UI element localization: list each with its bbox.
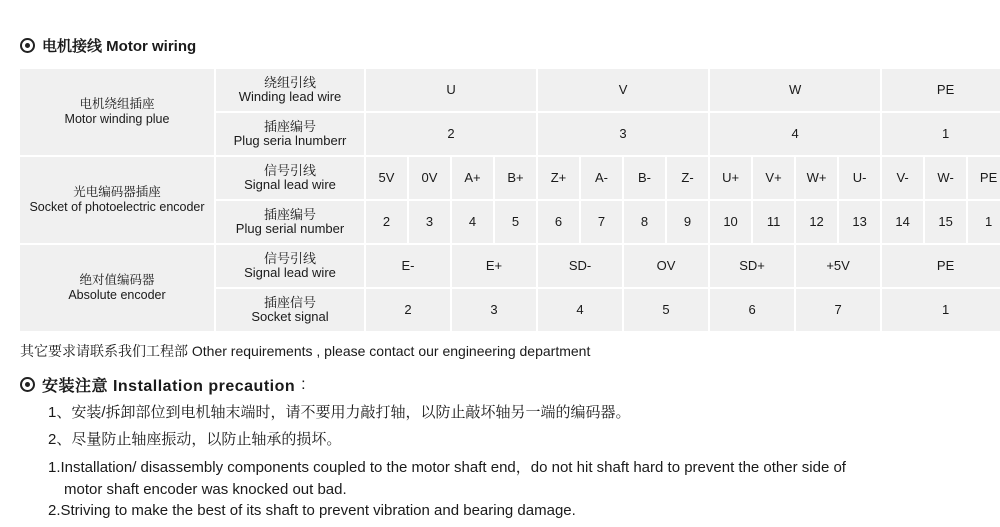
table-cell: W <box>710 69 880 111</box>
table-cell: A- <box>581 157 622 199</box>
title-colon: : <box>301 375 306 393</box>
table-cell: PE <box>882 69 1000 111</box>
table-cell: A+ <box>452 157 493 199</box>
table-cell: 4 <box>710 113 880 155</box>
table-cell: PE <box>882 245 1000 287</box>
table-cell: B+ <box>495 157 536 199</box>
table-row <box>20 157 1000 199</box>
installation-heading <box>20 373 306 396</box>
installation-title: 安装注意 Installation precaution <box>42 378 296 395</box>
table-cell: 8 <box>624 201 665 243</box>
bullet-target-icon <box>20 377 35 392</box>
table-cell: 1 <box>882 113 1000 155</box>
table-cell: 14 <box>882 201 923 243</box>
encoder-group-label: 光电编码器插座 Socket of photoelectric encoder <box>20 157 214 243</box>
table-cell: U- <box>839 157 880 199</box>
table-row <box>20 69 1000 111</box>
row-label: 插座编号 Plug serial number <box>216 201 364 243</box>
absolute-encoder-group-label: 绝对值编码器 Absolute encoder <box>20 245 214 331</box>
table-cell: V+ <box>753 157 794 199</box>
table-cell: 2 <box>366 289 450 331</box>
table-row <box>20 245 1000 287</box>
table-cell: 0V <box>409 157 450 199</box>
table-cell: W- <box>925 157 966 199</box>
installation-item-en-1-cont: motor shaft encoder was knocked out bad. <box>64 481 347 498</box>
row-label: 绕组引线 Winding lead wire <box>216 69 364 111</box>
table-cell: SD+ <box>710 245 794 287</box>
table-cell: V- <box>882 157 923 199</box>
table-cell: Z- <box>667 157 708 199</box>
table-cell: 4 <box>538 289 622 331</box>
table-cell: 13 <box>839 201 880 243</box>
installation-item-en-2: 2.Striving to make the best of its shaft to prevent vibration and bearing damage. <box>48 502 576 519</box>
table-cell: V <box>538 69 708 111</box>
table-cell: 11 <box>753 201 794 243</box>
row-label: 插座信号 Socket signal <box>216 289 364 331</box>
contact-note: 其它要求请联系我们工程部 Other requirements , please contact our engineering department <box>20 343 591 359</box>
table-cell: W+ <box>796 157 837 199</box>
bullet-target-icon <box>20 38 35 53</box>
table-cell: 5V <box>366 157 407 199</box>
motor-wiring-table <box>18 67 1000 333</box>
table-cell: 3 <box>452 289 536 331</box>
table-cell: 5 <box>495 201 536 243</box>
table-cell: 10 <box>710 201 751 243</box>
table-cell: 2 <box>366 113 536 155</box>
table-cell: 7 <box>581 201 622 243</box>
row-label: 插座编号 Plug seria lnumberr <box>216 113 364 155</box>
table-cell: SD- <box>538 245 622 287</box>
table-cell: 5 <box>624 289 708 331</box>
table-cell: 12 <box>796 201 837 243</box>
table-cell: U+ <box>710 157 751 199</box>
table-cell: 15 <box>925 201 966 243</box>
row-label: 信号引线 Signal lead wire <box>216 157 364 199</box>
table-cell: E- <box>366 245 450 287</box>
table-cell: 1 <box>882 289 1000 331</box>
motor-wiring-title: 电机接线 Motor wiring <box>42 38 197 55</box>
table-cell: 1 <box>968 201 1000 243</box>
table-cell: Z+ <box>538 157 579 199</box>
installation-item-cn-2: 2、尽量防止轴座振动，以防止轴承的损坏。 <box>48 431 342 448</box>
table-cell: PE <box>968 157 1000 199</box>
table-cell: 6 <box>710 289 794 331</box>
table-cell: +5V <box>796 245 880 287</box>
row-label: 信号引线 Signal lead wire <box>216 245 364 287</box>
table-cell: 9 <box>667 201 708 243</box>
motor-winding-group-label: 电机绕组插座 Motor winding plue <box>20 69 214 155</box>
installation-item-en-1: 1.Installation/ disassembly components coupled to the motor shaft end，do not hit shaft hard to prevent the other side of <box>48 459 846 476</box>
table-cell: E+ <box>452 245 536 287</box>
table-cell: U <box>366 69 536 111</box>
table-cell: 4 <box>452 201 493 243</box>
table-cell: 3 <box>409 201 450 243</box>
table-cell: OV <box>624 245 708 287</box>
table-cell: 3 <box>538 113 708 155</box>
motor-wiring-heading <box>20 35 196 56</box>
table-cell: B- <box>624 157 665 199</box>
table-cell: 2 <box>366 201 407 243</box>
table-cell: 6 <box>538 201 579 243</box>
table-cell: 7 <box>796 289 880 331</box>
installation-item-cn-1: 1、安装/拆卸部位到电机轴末端时，请不要用力敲打轴，以防止敲坏轴另一端的编码器。 <box>48 404 631 421</box>
